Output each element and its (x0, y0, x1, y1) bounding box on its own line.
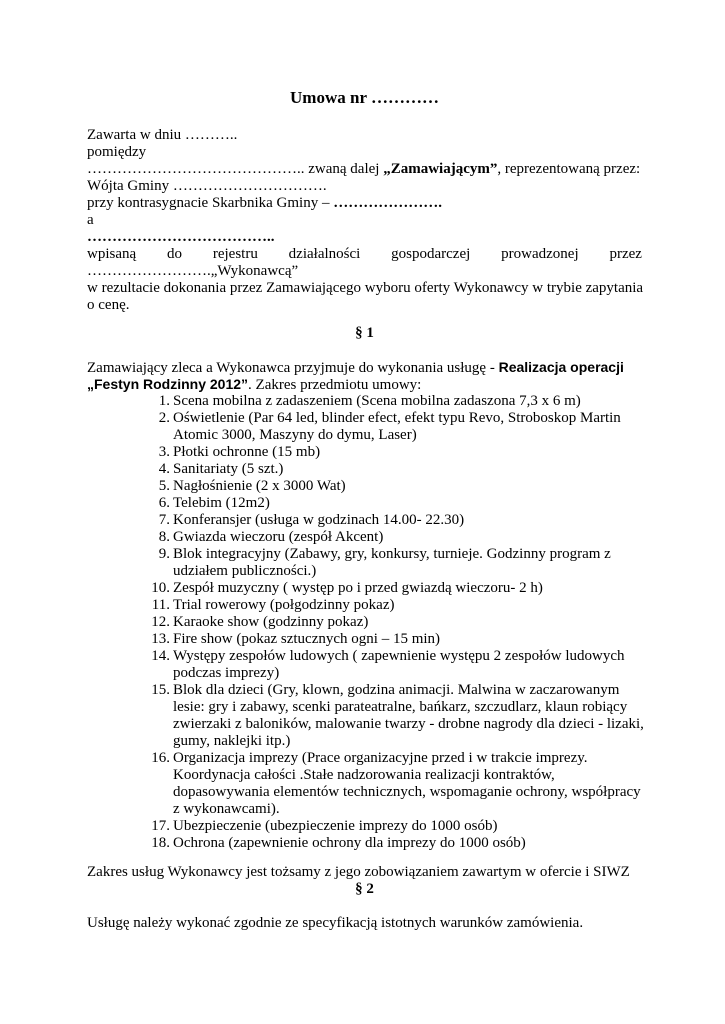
intro-text: Zamawiający zleca a Wykonawca przyjmuje do wykonania usługę - (87, 360, 499, 376)
header-and-line: a (87, 212, 94, 228)
scope-item-text: Gwiazda wieczoru (zespół Akcent) (173, 529, 384, 545)
header-contractor-dots: ……………………………….. (87, 229, 275, 245)
represented-by: , reprezentowaną przez: (497, 161, 641, 177)
scope-item-text: dopasowywania elementów technicznych, wspomaganie ochrony, współpracy (173, 784, 641, 800)
scope-item-number: 2. (158, 410, 170, 426)
scope-item (87, 614, 642, 631)
registry-word: wpisaną (87, 246, 137, 262)
scope-item-text: podczas imprezy) (173, 665, 280, 681)
scope-item-text: Występy zespołów ludowych ( zapewnienie występu 2 zespołów ludowych (173, 648, 625, 664)
scope-item-text: Telebim (12m2) (173, 495, 270, 511)
scope-item (87, 410, 642, 444)
scope-item-text: Trial rowerowy (połgodzinny pokaz) (173, 597, 395, 613)
scope-item (87, 393, 642, 410)
header-wykonawca-line: …………………….„Wykonawcą” (87, 263, 299, 279)
scope-item-number: 11. (151, 597, 170, 613)
section2-text: Usługę należy wykonać zgodnie ze specyfikacją istotnych warunków zamówienia. (87, 915, 584, 931)
intro-bold: Realizacja operacji (498, 359, 624, 375)
scope-item-text: Organizacja imprezy (Prace organizacyjne przed i w trakcie imprezy. (173, 750, 588, 766)
section2-heading: § 2 (355, 881, 374, 897)
scope-item (87, 580, 642, 597)
scope-item (87, 597, 642, 614)
scope-item-text: z wykonawcami). (173, 801, 280, 817)
scope-item-text: zwierzaki z baloników, malowanie twarzy - drobne nagrody dla dzieci - lizaki, (173, 716, 644, 732)
section1-intro-2 (87, 376, 642, 393)
scope-item-text: Koordynacja całości .Stałe nadzorowania realizacji kontraktów, (173, 767, 555, 783)
scope-item (87, 529, 642, 546)
scope-item-text: Blok integracyjny (Zabawy, gry, konkursy, turnieje. Godzinny program z (173, 546, 611, 562)
scope-item (87, 461, 642, 478)
header-wojt-line: Wójta Gminy …………………………. (87, 178, 327, 194)
scope-item-number: 14. (151, 648, 170, 664)
scope-item (87, 682, 642, 750)
section1-body (87, 359, 642, 852)
scope-item-text: Sanitariaty (5 szt.) (173, 461, 284, 477)
scope-item (87, 546, 642, 580)
scope-item-text: Ochrona (zapewnienie ochrony dla imprezy do 1000 osób) (173, 835, 526, 851)
registry-word: gospodarczej (391, 246, 471, 262)
scope-item-text: Konferansjer (usługa w godzinach 14.00- 22.30) (173, 512, 465, 528)
scope-item-number: 15. (151, 682, 170, 698)
header-date-line: Zawarta w dniu ……….. (87, 127, 238, 143)
scope-item-number: 9. (158, 546, 170, 562)
section1-intro (87, 359, 642, 376)
section1-closing: Zakres usług Wykonawcy jest tożsamy z jego zobowiązaniem zawartym w ofercie i SIWZ (87, 864, 630, 880)
registry-word: do (167, 246, 182, 262)
scope-item (87, 750, 642, 818)
scope-item-text: Płotki ochronne (15 mb) (173, 444, 321, 460)
scope-item-number: 12. (151, 614, 170, 630)
scope-item (87, 512, 642, 529)
scope-item-number: 10. (151, 580, 170, 596)
scope-item-text: Blok dla dzieci (Gry, klown, godzina animacji. Malwina w zaczarowanym (173, 682, 620, 698)
header-price-line: o cenę. (87, 297, 130, 313)
scope-item-text: Scena mobilna z zadaszeniem (Scena mobilna zadaszona 7,3 x 6 m) (173, 393, 581, 409)
document-title: Umowa nr ………… (290, 88, 439, 107)
scope-item-number: 1. (158, 393, 170, 409)
scope-item-text: udziałem publiczności.) (173, 563, 317, 579)
scope-item-number: 5. (158, 478, 170, 494)
zamawiajacy-label: „Zamawiającym” (383, 161, 498, 177)
scope-item (87, 444, 642, 461)
scope-item-number: 3. (158, 444, 170, 460)
scope-item (87, 835, 642, 852)
scope-item-text: gumy, naklejki itp.) (173, 733, 291, 749)
scope-item-number: 8. (158, 529, 170, 545)
header-registry-line (87, 246, 642, 263)
registry-word: prowadzonej (501, 246, 579, 262)
header-party-line (87, 161, 642, 178)
scope-item-text: Ubezpieczenie (ubezpieczenie imprezy do 1000 osób) (173, 818, 498, 834)
header-selection-line: w rezultacie dokonania przez Zamawiającego wyboru oferty Wykonawcy w trybie zapytania (87, 280, 644, 296)
scope-item (87, 631, 642, 648)
scope-item-number: 16. (151, 750, 170, 766)
section1-heading: § 1 (355, 325, 374, 341)
scope-item (87, 478, 642, 495)
header-skarbnik-line (87, 195, 642, 212)
scope-item-text: Zespół muzyczny ( występ po i przed gwiazdą wieczoru- 2 h) (173, 580, 543, 596)
scope-item (87, 495, 642, 512)
festyn-name: „Festyn Rodzinny 2012” (87, 376, 249, 392)
header-between-line: pomiędzy (87, 144, 147, 160)
scope-item (87, 648, 642, 682)
registry-word: rejestru (212, 246, 258, 262)
scope-item (87, 818, 642, 835)
scope-item-text: Fire show (pokaz sztucznych ogni – 15 min) (173, 631, 441, 647)
scope-item-text: lesie: gry i zabawy, scenki parateatralne, bańkarz, szczudlarz, klaun robiący (173, 699, 628, 715)
scope-item-number: 18. (151, 835, 170, 851)
scope-item-number: 6. (158, 495, 170, 511)
skarbnik-dots: …………………. (333, 195, 442, 211)
scope-items-list (87, 393, 642, 852)
scope-item-text: Oświetlenie (Par 64 led, blinder efect, efekt typu Revo, Stroboskop Martin (173, 410, 621, 426)
registry-word: przez (609, 246, 642, 262)
contract-header (87, 127, 642, 314)
scope-item-number: 7. (158, 512, 170, 528)
scope-item-text: Nagłośnienie (2 x 3000 Wat) (173, 478, 346, 494)
scope-item-number: 17. (151, 818, 170, 834)
scope-item-number: 13. (151, 631, 170, 647)
registry-word: działalności (288, 246, 361, 262)
scope-item-number: 4. (158, 461, 170, 477)
skarbnik-text: przy kontrasygnacie Skarbnika Gminy – (87, 195, 334, 211)
scope-item-text: Karaoke show (godzinny pokaz) (173, 614, 369, 630)
scope-text: . Zakres przedmiotu umowy: (248, 377, 422, 393)
party-dots: …………………………………….. zwaną dalej (87, 161, 384, 177)
scope-item-text: Atomic 3000, Maszyny do dymu, Laser) (173, 427, 417, 443)
